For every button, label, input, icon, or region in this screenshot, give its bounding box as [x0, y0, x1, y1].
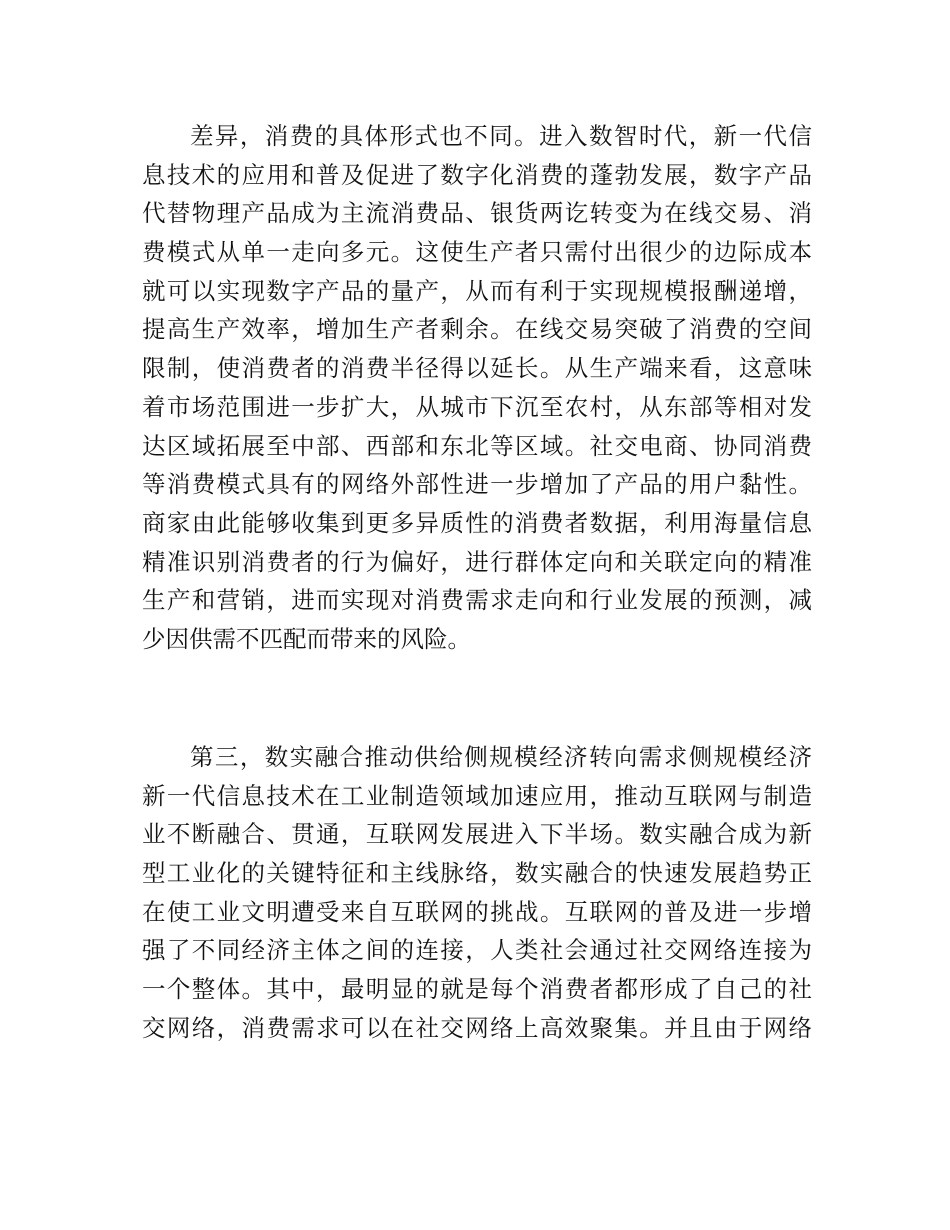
text-line: 差异，消费的具体形式也不同。进入数智时代，新一代信 — [190, 122, 812, 150]
text-line: 等消费模式具有的网络外部性进一步增加了产品的用户黏性。 — [142, 470, 812, 499]
text-line: 在使工业文明遭受来自互联网的挑战。互联网的普及进一步增 — [142, 897, 812, 926]
text-line: 限制，使消费者的消费半径得以延长。从生产端来看，这意味 — [142, 354, 812, 383]
text-line: 商家由此能够收集到更多异质性的消费者数据，利用海量信息 — [142, 508, 812, 537]
text-line: 交网络，消费需求可以在社交网络上高效聚集。并且由于网络 — [142, 1013, 812, 1042]
text-line: 就可以实现数字产品的量产，从而有利于实现规模报酬递增， — [142, 276, 812, 305]
text-line: 代替物理产品成为主流消费品、银货两讫转变为在线交易、消 — [142, 199, 812, 228]
text-line: 业不断融合、贯通，互联网发展进入下半场。数实融合成为新 — [142, 820, 812, 849]
paragraph-consumption — [142, 117, 812, 659]
text-line: 新一代信息技术在工业制造领域加速应用，推动互联网与制造 — [142, 781, 812, 810]
section-heading-line: 第三，数实融合推动供给侧规模经济转向需求侧规模经济 — [190, 743, 812, 771]
text-line: 达区域拓展至中部、西部和东北等区域。社交电商、协同消费 — [142, 431, 812, 460]
text-line: 精准识别消费者的行为偏好，进行群体定向和关联定向的精准 — [142, 547, 812, 576]
text-line: 息技术的应用和普及促进了数字化消费的蓬勃发展，数字产品 — [142, 160, 812, 189]
text-line: 提高生产效率，增加生产者剩余。在线交易突破了消费的空间 — [142, 315, 812, 344]
text-line: 强了不同经济主体之间的连接，人类社会通过社交网络连接为 — [142, 936, 812, 965]
text-line: 一个整体。其中，最明显的就是每个消费者都形成了自己的社 — [142, 975, 812, 1004]
paragraph-digital-real-integration — [142, 738, 812, 1048]
text-line: 型工业化的关键特征和主线脉络，数实融合的快速发展趋势正 — [142, 859, 812, 888]
text-line: 少因供需不匹配而带来的风险。 — [142, 624, 471, 653]
text-line: 生产和营销，进而实现对消费需求走向和行业发展的预测，减 — [142, 586, 812, 615]
text-line: 着市场范围进一步扩大，从城市下沉至农村，从东部等相对发 — [142, 392, 812, 421]
text-line: 费模式从单一走向多元。这使生产者只需付出很少的边际成本 — [142, 238, 812, 267]
